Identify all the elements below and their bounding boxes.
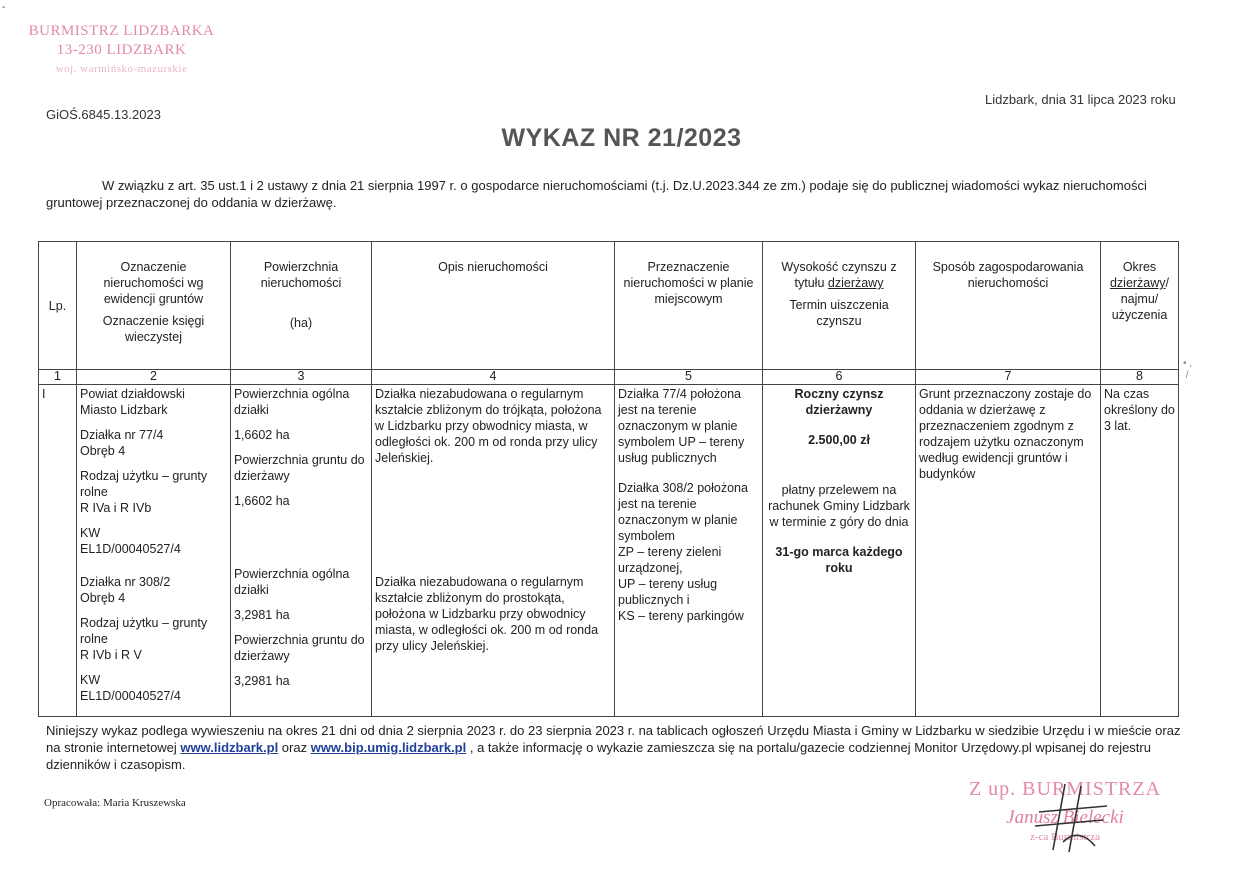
corner-dot: - — [2, 2, 6, 13]
plot-1-total-area: 1,6602 ha — [234, 428, 290, 442]
zone-ks: KS – tereny parkingów — [618, 609, 744, 623]
handwritten-signature — [1025, 780, 1115, 855]
column-number: 4 — [372, 370, 615, 385]
plot-2-total-area: 3,2981 ha — [234, 608, 290, 622]
prepared-by: Opracowała: Maria Kruszewska — [44, 797, 186, 809]
footer-text-2: oraz — [278, 740, 311, 755]
plot-2-lease-area-label: Powierzchnia gruntu do dzierżawy — [234, 633, 365, 663]
table-row — [39, 385, 1179, 717]
plot-1-kw-number: EL1D/00040527/4 — [80, 542, 181, 556]
property-table — [38, 241, 1179, 717]
header-designation-text: Oznaczenie nieruchomości wg ewidencji gruntów — [103, 260, 204, 306]
plot-1-purpose: Działka 77/4 położona jest na terenie oznaczonym w planie symbolem UP – tereny usług publicznych — [618, 387, 745, 465]
plot-1-description: Działka niezabudowana o regularnym kształcie zbliżonym do trójkąta, położona w Lidzbarku przy obwodnicy miasta, w odległości ok. 200 m od ronda przy ulicy Jeleńskiej. — [375, 387, 602, 465]
cell-area — [231, 385, 372, 717]
plot-1-number: Działka nr 77/4 — [80, 428, 164, 442]
cell-designation — [77, 385, 231, 717]
header-land-register: Oznaczenie księgi wieczystej — [102, 314, 205, 344]
place-date: Lidzbark, dnia 31 lipca 2023 roku — [985, 92, 1176, 107]
payment-method: płatny przelewem na rachunek Gminy Lidzbark w terminie z góry do dnia — [768, 483, 910, 529]
link-bip[interactable]: www.bip.umig.lidzbark.pl — [310, 740, 467, 755]
zone-zp: ZP – tereny zieleni urządzonej, — [618, 545, 722, 575]
plot-2-precinct: Obręb 4 — [80, 591, 126, 605]
column-number: 7 — [916, 370, 1101, 385]
column-number: 1 — [39, 370, 77, 385]
plot-2-soil-classes: R IVb i R V — [80, 648, 142, 662]
zone-up: UP – tereny usług publicznych i — [618, 577, 718, 607]
office-stamp — [14, 22, 229, 79]
plot-1-lease-area-label: Powierzchnia gruntu do dzierżawy — [234, 453, 365, 483]
column-number: 3 — [231, 370, 372, 385]
town: Miasto Lidzbark — [80, 403, 168, 417]
plot-2-purpose: Działka 308/2 położona jest na terenie oznaczonym w planie symbolem — [618, 481, 748, 543]
column-number: 5 — [615, 370, 763, 385]
header-payment-term: Termin uiszczenia czynszu — [789, 298, 889, 328]
stamp-line-1: BURMISTRZ LIDZBARKA — [28, 23, 215, 39]
signature-line-1: Z up. BURMISTRZA — [968, 778, 1162, 800]
plot-2-kw-number: EL1D/00040527/4 — [80, 689, 181, 703]
plot-2-number: Działka nr 308/2 — [80, 575, 171, 589]
cell-period: Na czas określony do 3 lat. — [1101, 385, 1179, 717]
column-number: 2 — [77, 370, 231, 385]
cell-lp: I — [39, 385, 77, 717]
header-area — [231, 242, 372, 370]
intro-paragraph: W związku z art. 35 ust.1 i 2 ustawy z dnia 21 sierpnia 1997 r. o gospodarce nieruchomościami (t.j. Dz.U.2023.344 ze zm.) podaje się do publicznej wiadomości wykaz nieruchomości gruntowej przeznaczonej do oddania w dzierżawę. — [46, 178, 1147, 210]
cell-development: Grunt przeznaczony zostaje do oddania w dzierżawę z przeznaczeniem zgodnym z rodzajem użytku oznaczonym według ewidencji gruntów i budynków — [916, 385, 1101, 717]
cell-purpose — [615, 385, 763, 717]
header-rent — [763, 242, 916, 370]
header-designation — [77, 242, 231, 370]
header-period — [1101, 242, 1179, 370]
column-numbers-row — [39, 370, 1179, 385]
header-period-rest: / najmu/ użyczenia — [1111, 276, 1170, 322]
rent-amount: 2.500,00 zł — [808, 433, 870, 447]
county: Powiat działdowski — [80, 387, 185, 401]
plot-1-precinct: Obręb 4 — [80, 444, 126, 458]
footer-notice — [46, 722, 1196, 773]
stamp-line-2: 13-230 LIDZBARK — [56, 42, 187, 58]
cell-rent — [763, 385, 916, 717]
header-period-text: Okres — [1122, 260, 1157, 274]
signature-role: z-ca Burmistrza — [1030, 831, 1100, 843]
header-rent-lease: dzierżawy — [827, 276, 884, 290]
column-number: 8 — [1101, 370, 1179, 385]
header-area-text: Powierzchnia nieruchomości — [260, 260, 342, 290]
plot-2-description: Działka niezabudowana o regularnym kształcie zbliżonym do prostokąta, położona w Lidzbarku przy obwodnicy miasta, w odległości ok. 200 m od ronda przy ulicy Jeleńskiej. — [375, 575, 599, 653]
plot-2-use-type: Rodzaj użytku – grunty rolne — [80, 616, 208, 646]
column-number: 6 — [763, 370, 916, 385]
annual-rent-label: Roczny czynsz dzierżawny — [794, 387, 884, 417]
plot-1-soil-classes: R IVa i R IVb — [80, 501, 152, 515]
header-development: Sposób zagospodarowania nieruchomości — [916, 242, 1101, 370]
document-title: WYKAZ NR 21/2023 — [501, 124, 742, 152]
stamp-line-3: woj. warmińsko-mazurskie — [55, 63, 188, 75]
footer-text-3: , a także informację o wykazie zamieszcza się na portalu/gazecie codziennej Monitor Urzędowy.pl wpisanej do rejestru dzienników i czasopism. — [46, 740, 1151, 772]
margin-mark: • , / — [1183, 358, 1193, 381]
plot-2-kw-label: KW — [80, 673, 101, 687]
plot-1-total-area-label: Powierzchnia ogólna działki — [234, 387, 350, 417]
link-lidzbark[interactable]: www.lidzbark.pl — [180, 740, 279, 755]
signature-name: Janusz Bielecki — [1006, 807, 1124, 828]
plot-1-use-type: Rodzaj użytku – grunty rolne — [80, 469, 208, 499]
plot-1-kw-label: KW — [80, 526, 101, 540]
header-rent-text: Wysokość czynszu z tytułu — [781, 260, 897, 290]
header-description: Opis nieruchomości — [372, 242, 615, 370]
plot-2-lease-area: 3,2981 ha — [234, 674, 290, 688]
header-purpose: Przeznaczenie nieruchomości w planie miejscowym — [615, 242, 763, 370]
footer-text-1: Niniejszy wykaz podlega wywieszeniu na okres 21 dni od dnia 2 sierpnia 2023 r. do 23 sierpnia 2023 r. na tablicach ogłoszeń Urzędu Miasta i Gminy w Lidzbarku w siedzibie Urzędu i w mieście oraz na stronie internetowej — [46, 723, 1181, 755]
payment-deadline: 31-go marca każdego roku — [775, 545, 903, 575]
header-lp: Lp. — [39, 242, 77, 370]
reference-number: GiOŚ.6845.13.2023 — [46, 107, 161, 122]
header-area-unit: (ha) — [289, 316, 313, 330]
plot-2-total-area-label: Powierzchnia ogólna działki — [234, 567, 350, 597]
plot-1-lease-area: 1,6602 ha — [234, 494, 290, 508]
header-period-lease: dzierżawy — [1109, 276, 1166, 290]
cell-description — [372, 385, 615, 717]
